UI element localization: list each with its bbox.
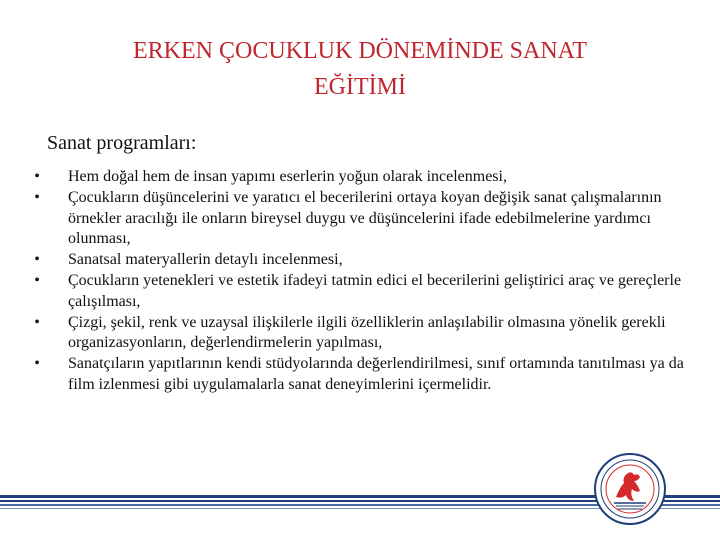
bullet-text: Çizgi, şekil, renk ve uzaysal ilişkilerle ilgili özelliklerin anlaşılabilir olmasına yönelik gerekli organizasyonların, değerlendirmelerin yapılması, (68, 313, 666, 352)
section-heading: Sanat programları: (47, 132, 197, 154)
bullet-icon: • (34, 313, 40, 331)
bullet-icon: • (34, 251, 40, 269)
bullet-text: Çocukların düşüncelerini ve yaratıcı el becerilerini ortaya koyan değişik sanat çalışmalarının örnekler aracılığı ile onların bireysel duygu ve düşüncelerini ifade edebilmelerine yardımcı olunması, (68, 188, 662, 248)
bullet-item (30, 188, 690, 250)
slide-title (40, 33, 680, 105)
bullet-item (30, 250, 690, 271)
bullet-icon: • (34, 355, 40, 373)
bullet-text: Hem doğal hem de insan yapımı eserlerin yoğun olarak incelenmesi, (68, 168, 507, 185)
bullet-text: Sanatsal materyallerin detaylı incelenmesi, (68, 251, 343, 269)
title-line-2: EĞİTİMİ (314, 74, 406, 100)
university-seal-icon (594, 453, 666, 525)
bullet-icon: • (34, 271, 40, 289)
bullet-item (30, 167, 690, 188)
bullet-item (30, 271, 690, 313)
bullet-icon: • (34, 188, 40, 206)
bullet-list (30, 167, 690, 396)
bullet-item (30, 313, 690, 355)
bullet-icon: • (34, 168, 40, 185)
bullet-item (30, 354, 690, 396)
title-line-1: ERKEN ÇOCUKLUK DÖNEMİNDE SANAT (133, 38, 587, 64)
bullet-text: Çocukların yetenekleri ve estetik ifadeyi tatmin edici el becerilerini geliştirici araç ve gereçlerle çalışılması, (68, 271, 682, 310)
bullet-text: Sanatçıların yapıtlarının kendi stüdyolarında değerlendirilmesi, sınıf ortamında tanıtılması ya da film izlenmesi gibi uygulamalarla sanat deneyimlerini içermelidir. (68, 355, 684, 393)
